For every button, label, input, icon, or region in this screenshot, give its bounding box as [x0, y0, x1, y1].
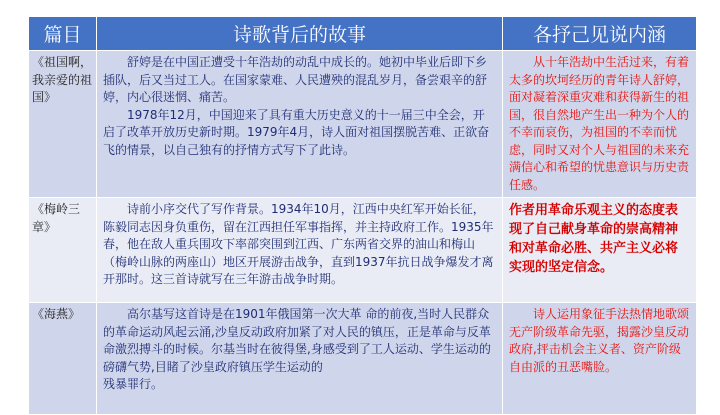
- meaning-text: 作者用革命乐观主义的态度表现了自己献身革命的崇高精神和对革命必胜、共产主义必将实现的坚定信念。: [509, 203, 679, 275]
- table-row: [29, 198, 697, 303]
- header-meaning: 各抒己见说内涵: [503, 17, 697, 51]
- poem-title: 《海燕》: [29, 303, 97, 415]
- story-paragraph: 诗前小序交代了写作背景。1934年10月，江西中央红军开始长征，陈毅同志因身负重伤，留在江西担任军事指挥，并主持政府工作。1935年春，他在敌人重兵围攻下率部突围到江西、广东两省交界的油山和梅山（梅岭山脉的两座山）地区开展游击战争，直到1937年抗日战争爆发才离开那时。这三首诗就写在三年游击战争时期。: [103, 202, 494, 286]
- meaning-cell: [503, 303, 697, 415]
- poem-title: 《祖国啊，我亲爱的祖国》: [29, 51, 97, 198]
- story-paragraph: 高尔基写这首诗是在1901年俄国第一次大革 命的前夜,当时人民群众的革命运动风起云涌,沙皇反动政府加紧了对人民的镇压，正是革命与反革命激烈搏斗的时候。尔基当时在彼得堡,身感受到了工人运动、学生运动的磅礴气势,目睹了沙皇政府镇压学生运动的: [103, 307, 491, 374]
- meaning-text: 从十年浩劫中生活过来，有着太多的坎坷经历的青年诗人舒婷，面对凝着深重灾难和获得新生的祖国，很自然地产生出一种为个人的不幸而哀伤，为祖国的不幸而忧虑，同时又对个人与祖国的未来充满信心和希望的忧患意识与历史责任感。: [509, 55, 690, 192]
- story-paragraph: 舒婷是在中国正遭受十年浩劫的动乱中成长的。她初中毕业后即下乡插队，后又当过工人。在国家蒙难、人民遭殃的混乱岁月，备尝艰辛的舒婷，内心很迷惘、痛苦。: [103, 55, 488, 104]
- poem-table: [28, 16, 697, 415]
- story-cell: [97, 51, 503, 198]
- table-row: [29, 51, 697, 198]
- header-row: [29, 17, 697, 51]
- story-cell: [97, 198, 503, 303]
- story-paragraph: 残暴罪行。: [103, 377, 164, 391]
- meaning-text: 诗人运用象征手法热情地歌颂无产阶级革命先驱，揭露沙皇反动政府,抨击机会主义者、资产阶级自由派的丑恶嘴脸。: [509, 307, 690, 374]
- table-row: [29, 303, 697, 415]
- meaning-cell: [503, 198, 697, 303]
- header-title: 篇目: [29, 17, 97, 51]
- header-story: 诗歌背后的故事: [97, 17, 503, 51]
- story-cell: [97, 303, 503, 415]
- poem-title: 《梅岭三章》: [29, 198, 97, 303]
- story-paragraph: 1978年12月，中国迎来了具有重大历史意义的十一届三中全会，开启了改革开放历史新时期。1979年4月，诗人面对祖国摆脱苦难、正欲奋飞的情景，以自己独有的抒情方式写下了此诗。: [103, 107, 490, 157]
- meaning-cell: [503, 51, 697, 198]
